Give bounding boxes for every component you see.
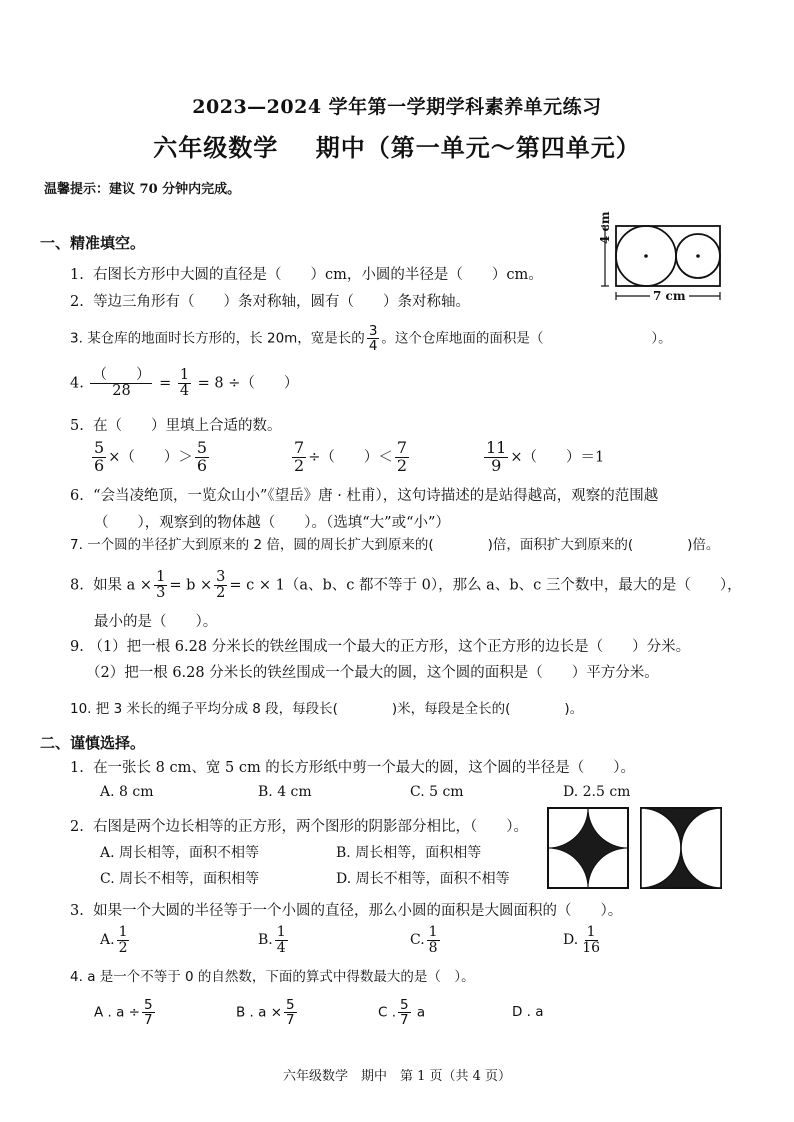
question-1-3: 3. 某仓库的地面时长方形的，长 20m，宽是长的 $\frac{3}{4}$ 。这个仓库地面的面积是（ ）。 xyxy=(70,323,672,355)
section-2-heading: 二、谨慎选择。 xyxy=(40,734,146,752)
exam-title: 2023—2024 学年第一学期学科素养单元练习 xyxy=(192,96,602,118)
square-four-quarter-circles xyxy=(546,806,642,890)
square-two-semicircles xyxy=(638,806,728,890)
q2-4-option-b: B . a × $\frac{5}{7}$ xyxy=(236,997,295,1029)
question-1-7: 7. 一个圆的半径扩大到原来的 2 倍，圆的周长扩大到原来的( )倍，面积扩大到原来的( )倍。 xyxy=(70,537,720,553)
question-1-6-line2: （ ），观察到的物体越（ ）。（选填“大”或“小”） xyxy=(94,515,450,531)
q2-1-option-d: D. 2.5 cm xyxy=(563,784,631,800)
question-2-2: 2. 右图是两个边长相等的正方形，两个图形的阴影部分相比，（ ）。 xyxy=(70,819,529,835)
question-2-3: 3. 如果一个大圆的半径等于一个小圆的直径，那么小圆的面积是大圆面积的（ ）。 xyxy=(70,903,623,919)
q2-1-option-c: C. 5 cm xyxy=(410,784,464,800)
q2-4-option-d: D . a xyxy=(512,1004,544,1020)
q2-2-option-c: C. 周长不相等，面积相等 xyxy=(100,871,260,887)
q2-2-option-a: A. 周长相等，面积不相等 xyxy=(100,845,260,861)
page-footer: 六年级数学 期中 第 1 页（共 4 页） xyxy=(282,1069,512,1084)
question-1-9: 9. （1）把一根 6.28 分米长的铁丝围成一个最大的正方形，这个正方形的边长是（ ）分米。 xyxy=(70,639,691,655)
q2-1-option-a: A. 8 cm xyxy=(100,784,154,800)
question-1-5: 5. 在（ ）里填上合适的数。 xyxy=(70,418,282,434)
q2-4-option-a: A . a ÷ $\frac{5}{7}$ xyxy=(94,997,153,1029)
q2-1-option-b: B. 4 cm xyxy=(258,784,312,800)
question-1-9-part2: （2）把一根 6.28 分米长的铁丝围成一个最大的圆，这个圆的面积是（ ）平方分米。 xyxy=(86,665,659,681)
question-1-5a: $\frac{5}{6}$ ×（ ）＞ $\frac{5}{6}$ xyxy=(94,438,208,475)
question-1-4: 4. $\frac{( )}{28}$ = $\frac{1}{4}$ = 8 ÷（ ） xyxy=(70,367,299,400)
question-1-5b: $\frac{7}{2}$ ÷（ ）＜ $\frac{7}{2}$ xyxy=(294,438,408,475)
question-1-1: 1. 右图长方形中大圆的直径是（ ）cm，小圆的半径是（ ）cm。 xyxy=(70,267,543,283)
exam-subtitle: 六年级数学 期中（第一单元～第四单元） xyxy=(153,133,641,162)
tip-text: 温馨提示：建议 70 分钟内完成。 xyxy=(44,182,241,197)
question-1-10: 10. 把 3 米长的绳子平均分成 8 段，每段长( )米，每段是全长的( )。 xyxy=(70,701,584,717)
section-1-heading: 一、精准填空。 xyxy=(40,234,146,252)
q2-3-option-b: B. $\frac{1}{4}$ xyxy=(258,924,286,956)
question-1-8-line2: 最小的是（ ）。 xyxy=(94,614,218,630)
question-1-6: 6. “会当凌绝顶，一览众山小”《望岳》唐 · 杜甫），这句诗描述的是站得越高，观察的范围越 xyxy=(70,488,659,504)
q2-3-option-d: D. $\frac{1}{16}$ xyxy=(563,924,601,956)
q2-4-option-c: C . $\frac{5}{7}$ a xyxy=(378,997,426,1029)
question-2-1: 1. 在一张长 8 cm、宽 5 cm 的长方形纸中剪一个最大的圆，这个圆的半径是（ ）。 xyxy=(70,760,636,776)
figure-width-label: 7 cm xyxy=(650,289,689,303)
question-1-5c: $\frac{11}{9}$ ×（ ）＝1 xyxy=(486,438,605,475)
question-1-8: 8. 如果 a × $\frac{1}{3}$ = b × $\frac{3}{2}$ = c × 1（a、b、c 都不等于 0），那么 a、b、c 三个数中，最大的是（ ）， xyxy=(70,569,742,602)
q2-2-option-d: D. 周长不相等，面积不相等 xyxy=(336,871,510,887)
figure-height-label: 4 cm xyxy=(598,211,612,244)
q2-3-option-a: A. $\frac{1}{2}$ xyxy=(100,924,128,956)
q2-3-option-c: C. $\frac{1}{8}$ xyxy=(410,924,438,956)
question-2-4: 4. a 是一个不等于 0 的自然数，下面的算式中得数最大的是（ ）。 xyxy=(70,969,475,985)
question-1-2: 2. 等边三角形有（ ）条对称轴，圆有（ ）条对称轴。 xyxy=(70,294,471,310)
q2-2-option-b: B. 周长相等，面积相等 xyxy=(336,845,482,861)
